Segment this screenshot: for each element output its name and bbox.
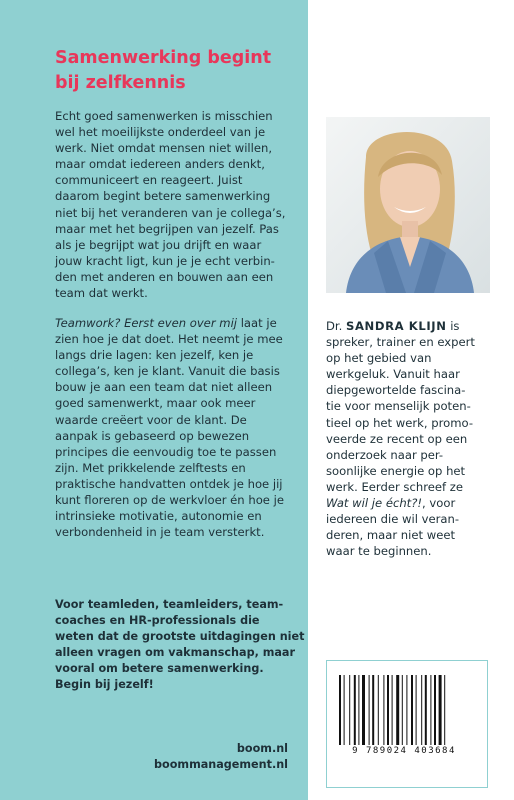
barcode-bar xyxy=(430,675,431,745)
text-line: langs drie lagen: ken jezelf, ken je xyxy=(55,348,254,363)
publisher-url: boommanagement.nl xyxy=(154,757,288,771)
author-portrait xyxy=(326,117,490,293)
text-line: vooral om betere samenwerking. xyxy=(55,662,264,676)
text-line: coaches en HR-professionals die xyxy=(55,614,260,628)
book-title: Wat wil je écht?! xyxy=(326,496,423,511)
text-line: zien hoe je dat doet. Het neemt je mee xyxy=(55,332,283,347)
text-fragment: laat je xyxy=(237,316,277,330)
text-line: werkgeluk. Vanuit haar xyxy=(326,367,460,382)
text-line: verbondenheid in je team versterkt. xyxy=(55,525,265,540)
intro-paragraph xyxy=(55,108,305,301)
text-line: kunt floreren op de werkvloer én hoe je xyxy=(55,493,284,508)
author-name: SANDRA KLIJN xyxy=(346,319,447,333)
text-line: alleen vragen om vakmanschap, maar xyxy=(55,646,295,660)
barcode-bar xyxy=(378,675,379,745)
barcode-bar xyxy=(421,675,422,745)
text-line: soonlijke energie op het xyxy=(326,463,466,478)
text-line: maar omdat iedereen anders denkt, xyxy=(55,157,265,172)
text-line: werk. Niet omdat mensen niet willen, xyxy=(55,141,273,156)
text-line: goed samenwerkt, maar ook meer xyxy=(55,396,256,411)
text-line: Begin bij jezelf! xyxy=(55,678,154,692)
author-photo-illustration xyxy=(326,117,490,293)
text-line: collega’s, ken je klant. Vanuit die basis xyxy=(55,364,280,379)
text-line: daarom begint betere samenwerking xyxy=(55,189,271,204)
text-line: onderzoek naar per- xyxy=(326,447,444,462)
text-line: Echt goed samenwerken is misschien xyxy=(55,109,273,123)
barcode-graphic xyxy=(327,661,487,787)
text-line xyxy=(326,495,506,511)
text-line: waarde creëert voor de klant. De xyxy=(55,412,247,427)
barcode-bar xyxy=(362,675,365,745)
barcode-box xyxy=(326,660,488,788)
text-line: communiceert en reageert. Juist xyxy=(55,173,243,188)
barcode-bar xyxy=(339,675,341,745)
text-line: tieel op het werk, promo- xyxy=(326,415,474,430)
text-line: waar te beginnen. xyxy=(326,544,432,559)
text-line: principes die eenvoudig toe te passen xyxy=(55,444,277,459)
barcode-bar xyxy=(402,675,403,745)
barcode-bar xyxy=(372,675,374,745)
author-bio xyxy=(326,318,506,559)
barcode-bar xyxy=(406,675,407,745)
publisher-url: boom.nl xyxy=(236,742,288,755)
text-line: maar met het begrijpen van jezelf. Pas xyxy=(55,221,279,236)
text-line: op het gebied van xyxy=(326,351,432,366)
text-line: bouw je aan een team dat niet alleen xyxy=(55,380,273,395)
publisher-urls xyxy=(154,741,288,772)
text-line: praktische handvatten ontdek je hoe jij xyxy=(55,476,283,491)
barcode-bar xyxy=(383,675,384,745)
text-fragment: is xyxy=(446,319,460,333)
barcode-bar xyxy=(439,675,442,745)
text-line: niet bij het veranderen van je collega’s, xyxy=(55,205,286,220)
text-line: deren, maar niet weet xyxy=(326,528,456,543)
text-line: jouw kracht ligt, kun je je echt verbin- xyxy=(55,253,275,268)
text-line: diepgewortelde fascina- xyxy=(326,383,466,398)
text-line: als je begrijpt wat jou drijft en waar xyxy=(55,237,262,252)
text-line: team dat werkt. xyxy=(55,286,148,301)
barcode-bar xyxy=(396,675,399,745)
headline-line: bij zelfkennis xyxy=(55,73,186,93)
barcode-bar xyxy=(354,675,356,745)
barcode-bar xyxy=(344,675,345,745)
text-line: zijn. Met prikkelende zelftests en xyxy=(55,460,246,475)
text-line xyxy=(326,318,506,334)
barcode-bar xyxy=(434,675,436,745)
text-line: werk. Eerder schreef ze xyxy=(326,479,463,494)
text-line xyxy=(55,315,305,331)
isbn-number: 9 789024 403684 xyxy=(352,746,456,756)
headline-line: Samenwerking begint xyxy=(55,48,272,68)
side-label-graphic xyxy=(492,690,510,780)
barcode-bar xyxy=(444,675,445,745)
author-title: Dr. xyxy=(326,319,343,333)
barcode-bar xyxy=(425,675,427,745)
headline xyxy=(55,46,305,96)
book-title: Teamwork? Eerst even over mij xyxy=(55,316,238,330)
barcode-bar xyxy=(369,675,370,745)
side-label xyxy=(492,690,510,780)
barcode-bar xyxy=(392,675,393,745)
book-description-paragraph xyxy=(55,315,305,540)
text-line: spreker, trainer en expert xyxy=(326,335,475,350)
text-line: weten dat de grootste uitdagingen niet xyxy=(55,630,305,644)
text-line: veerde ze recent op een xyxy=(326,431,468,446)
barcode-bar xyxy=(349,675,350,745)
barcode-bar xyxy=(358,675,359,745)
barcode-bar xyxy=(411,675,413,745)
audience-paragraph xyxy=(55,597,305,694)
text-fragment: , voor xyxy=(422,496,456,511)
text-line: den met anderen en bouwen aan een xyxy=(55,269,274,284)
barcode-bar xyxy=(416,675,417,745)
text-line: aanpak is gebaseerd op bewezen xyxy=(55,428,250,443)
barcode-bar xyxy=(387,675,389,745)
text-line: wel het moeilijkste onderdeel van je xyxy=(55,125,266,140)
text-line: iedereen die wil veran- xyxy=(326,512,460,527)
text-line: intrinsieke motivatie, autonomie en xyxy=(55,509,262,524)
text-line: Voor teamleden, teamleiders, team- xyxy=(55,598,284,611)
text-line: tie voor menselijk poten- xyxy=(326,399,471,414)
